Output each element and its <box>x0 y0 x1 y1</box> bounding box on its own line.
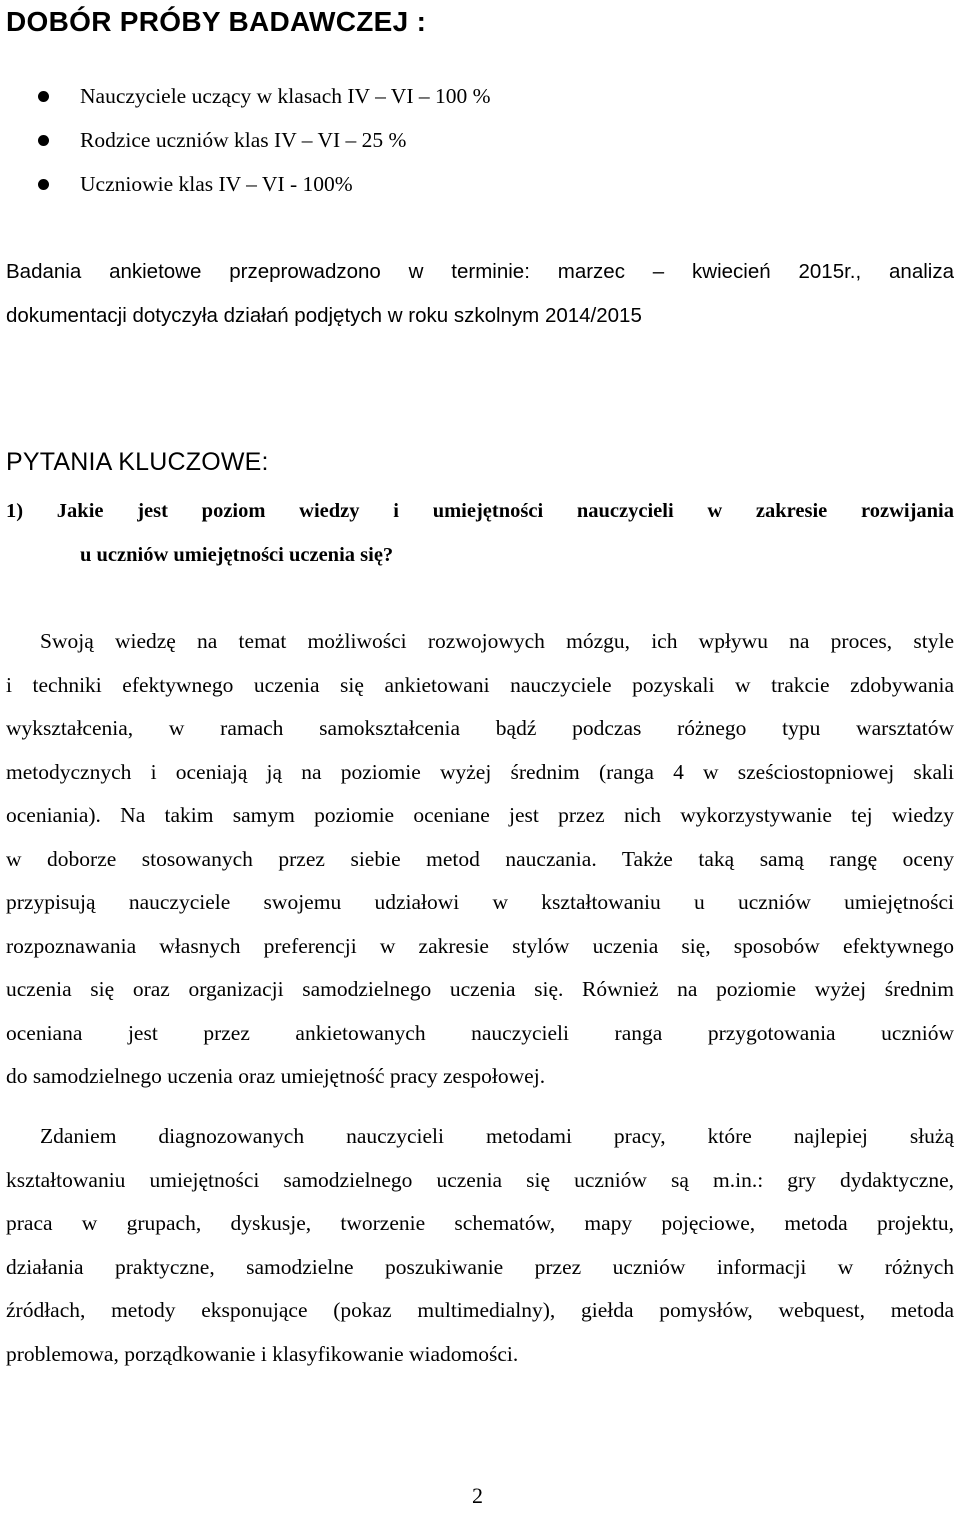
text-line: przypisują nauczyciele swojemu udziałowi w kształtowaniu u uczniów umiejętności <box>6 890 954 914</box>
list-item <box>0 118 491 162</box>
text-line: oceniana jest przez ankietowanych nauczycieli ranga przygotowania uczniów <box>6 1020 954 1045</box>
text-line: praca w grupach, dyskusje, tworzenie schematów, mapy pojęciowe, metoda projektu, <box>6 1211 954 1235</box>
text-line: w doborze stosowanych przez siebie metod nauczania. Także taką samą rangę oceny <box>6 846 954 871</box>
text-line: działania praktyczne, samodzielne poszukiwanie przez uczniów informacji w różnych <box>6 1254 954 1279</box>
text-line: uczenia się oraz organizacji samodzielnego uczenia się. Również na poziomie wyżej średnim <box>6 977 954 1001</box>
text-line: wykształcenia, w ramach samokształcenia bądź podczas różnego typu warsztatów <box>6 716 954 740</box>
question-line: u uczniów umiejętności uczenia się? <box>80 544 394 566</box>
text-line: dokumentacji dotyczyła działań podjętych w roku szkolnym 2014/2015 <box>6 303 642 327</box>
list-item-text: Uczniowie klas IV – VI - 100% <box>80 172 353 196</box>
text-line: Badania ankietowe przeprowadzono w terminie: marzec – kwiecień 2015r., analiza <box>6 260 954 283</box>
list-item-text: Rodzice uczniów klas IV – VI – 25 % <box>80 128 407 152</box>
text-line: i techniki efektywnego uczenia się ankietowani nauczyciele pozyskali w trakcie zdobywania <box>6 672 954 697</box>
text-line: Zdaniem diagnozowanych nauczycieli metodami pracy, które najlepiej służą <box>40 1124 954 1148</box>
bullet-icon <box>38 179 49 190</box>
list-item <box>0 162 491 206</box>
page-number: 2 <box>472 1483 483 1508</box>
list-item <box>0 74 491 118</box>
key-questions-title: PYTANIA KLUCZOWE: <box>6 448 269 476</box>
survey-info <box>6 250 954 337</box>
key-question-1 <box>6 489 954 577</box>
text-line: źródłach, metody eksponujące (pokaz multimedialny), giełda pomysłów, webquest, metoda <box>6 1298 954 1322</box>
bullet-icon <box>38 135 49 146</box>
text-line: oceniania). Na takim samym poziomie oceniane jest przez nich wykorzystywanie tej wiedzy <box>6 803 954 827</box>
text-line: kształtowaniu umiejętności samodzielnego uczenia się uczniów są m.in.: gry dydaktyczne, <box>6 1167 954 1192</box>
list-item-text: Nauczyciele uczący w klasach IV – VI – 100 % <box>80 84 491 108</box>
question-line: 1) Jakie jest poziom wiedzy i umiejętności nauczycieli w zakresie rozwijania <box>6 500 954 522</box>
text-line: problemowa, porządkowanie i klasyfikowanie wiadomości. <box>6 1341 519 1366</box>
bullet-icon <box>38 91 49 102</box>
text-line: metodycznych i oceniają ją na poziomie wyżej średnim (ranga 4 w sześciostopniowej skali <box>6 759 954 784</box>
text-line: do samodzielnego uczenia oraz umiejętność pracy zespołowej. <box>6 1064 546 1088</box>
text-line: rozpoznawania własnych preferencji w zakresie stylów uczenia się, sposobów efektywnego <box>6 933 954 958</box>
text-line: Swoją wiedzę na temat możliwości rozwojowych mózgu, ich wpływu na proces, style <box>40 629 954 653</box>
sample-list <box>0 74 491 206</box>
document-heading: DOBÓR PRÓBY BADAWCZEJ : <box>6 6 427 37</box>
paragraph-teacher-knowledge <box>6 620 954 1099</box>
paragraph-teaching-methods <box>6 1115 954 1376</box>
